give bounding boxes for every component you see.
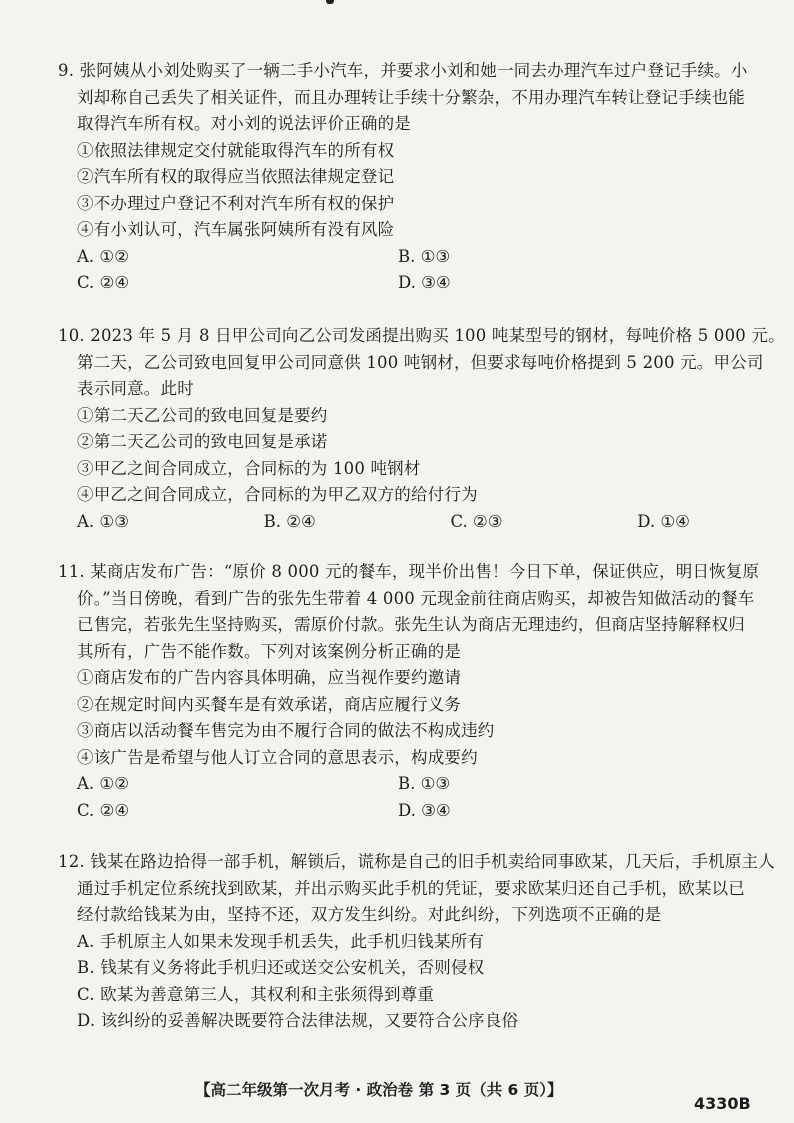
statement-item: ②第二天乙公司的致电回复是承诺 (77, 432, 328, 451)
statement-item: ④甲乙之间合同成立，合同标的为甲乙双方的给付行为 (77, 485, 478, 504)
page-footer: 【高二年级第一次月考 · 政治卷 第 3 页（共 6 页）】 (195, 1081, 563, 1099)
statement-item: ②在规定时间内买餐车是有效承诺，商店应履行义务 (77, 694, 462, 714)
option-d[interactable]: D. ③④ (398, 273, 451, 292)
option-c[interactable]: C. ②③ (450, 511, 503, 531)
option-c[interactable]: C. ②④ (77, 800, 130, 820)
option-a[interactable]: A. ①② (77, 246, 129, 266)
option-d[interactable]: D. ③④ (398, 800, 451, 820)
question-stem-line: 10. 2023 年 5 月 8 日甲公司向乙公司发函提出购买 100 吨某型号的钢材，每吨价格 5 000 元。 (58, 326, 785, 345)
statement-item: ①商店发布的广告内容具体明确，应当视作要约邀请 (77, 668, 462, 687)
statement-item: ④该广告是希望与他人订立合同的意思表示，构成要约 (77, 747, 478, 767)
question-stem-line: 通过手机定位系统找到欧某，并出示购买此手机的凭证，要求欧某归还自己手机，欧某以已 (77, 878, 745, 898)
question-stem-line: 经付款给钱某为由，坚持不还，双方发生纠纷。对此纠纷，下列选项不正确的是 (77, 905, 662, 924)
statement-item: ②汽车所有权的取得应当依照法律规定登记 (77, 167, 395, 186)
option-b[interactable]: B. ②④ (263, 511, 316, 531)
answer-options (58, 798, 730, 825)
question-stem-line: 刘却称自己丢失了相关证件，而且办理转让手续十分繁杂，不用办理汽车转让登记手续也能 (77, 87, 745, 107)
statement-item: ③甲乙之间合同成立，合同标的为 100 吨钢材 (77, 458, 421, 478)
answer-options (58, 270, 730, 297)
statement-item: ③不办理过户登记不利对汽车所有权的保护 (77, 193, 395, 213)
question-stem-line: 11. 某商店发布广告：“原价 8 000 元的餐车，现半价出售！今日下单，保证供应，明日恢复原 (58, 562, 760, 581)
answer-options (58, 244, 730, 271)
question-stem-line: 价。”当日傍晚，看到广告的张先生带着 4 000 元现金前往商店购买，却被告知做活动的餐车 (77, 588, 755, 608)
option-d[interactable]: D. 该纠纷的妥善解决既要符合法律法规，又要符合公序良俗 (77, 1011, 519, 1030)
question-9 (58, 58, 748, 297)
option-a[interactable]: A. 手机原主人如果未发现手机丢失，此手机归钱某所有 (77, 931, 485, 951)
option-b[interactable]: B. 钱某有义务将此手机归还或送交公安机关，否则侵权 (77, 958, 485, 977)
question-10 (58, 323, 785, 535)
option-a[interactable]: A. ①③ (77, 511, 129, 531)
option-b[interactable]: B. ①③ (398, 246, 451, 266)
answer-options (58, 509, 730, 536)
question-stem-line: 12. 钱某在路边拾得一部手机，解锁后，谎称是自己的旧手机卖给同事欧某，几天后，手机原主人 (58, 852, 775, 871)
exam-code: 4330B (694, 1094, 751, 1113)
question-11 (58, 559, 760, 824)
option-c[interactable]: C. ②④ (77, 273, 130, 292)
scan-mark (326, 0, 334, 4)
question-12 (58, 849, 775, 1035)
statement-item: ③商店以活动餐车售完为由不履行合同的做法不构成违约 (77, 721, 495, 740)
question-stem-line: 第二天，乙公司致电回复甲公司同意供 100 吨钢材，但要求每吨价格提到 5 200 元。甲公司 (77, 352, 764, 372)
question-stem-line: 其所有，广告不能作数。下列对该案例分析正确的是 (77, 641, 462, 661)
option-c[interactable]: C. 欧某为善意第三人，其权利和主张须得到尊重 (77, 984, 435, 1004)
statement-item: ①依照法律规定交付就能取得汽车的所有权 (77, 140, 395, 160)
statement-item: ①第二天乙公司的致电回复是要约 (77, 405, 328, 425)
question-stem-line: 取得汽车所有权。对小刘的说法评价正确的是 (77, 114, 411, 133)
answer-options (58, 771, 730, 798)
option-b[interactable]: B. ①③ (398, 774, 451, 793)
question-stem-line: 表示同意。此时 (77, 379, 194, 398)
question-stem-line: 已售完，若张先生坚持购买，需原价付款。张先生认为商店无理违约，但商店坚持解释权归 (77, 615, 745, 634)
statement-item: ④有小刘认可，汽车属张阿姨所有没有风险 (77, 220, 395, 239)
option-a[interactable]: A. ①② (77, 774, 129, 793)
question-stem-line: 9. 张阿姨从小刘处购买了一辆二手小汽车，并要求小刘和她一同去办理汽车过户登记手续。小 (58, 61, 748, 80)
option-d[interactable]: D. ①④ (637, 511, 690, 531)
